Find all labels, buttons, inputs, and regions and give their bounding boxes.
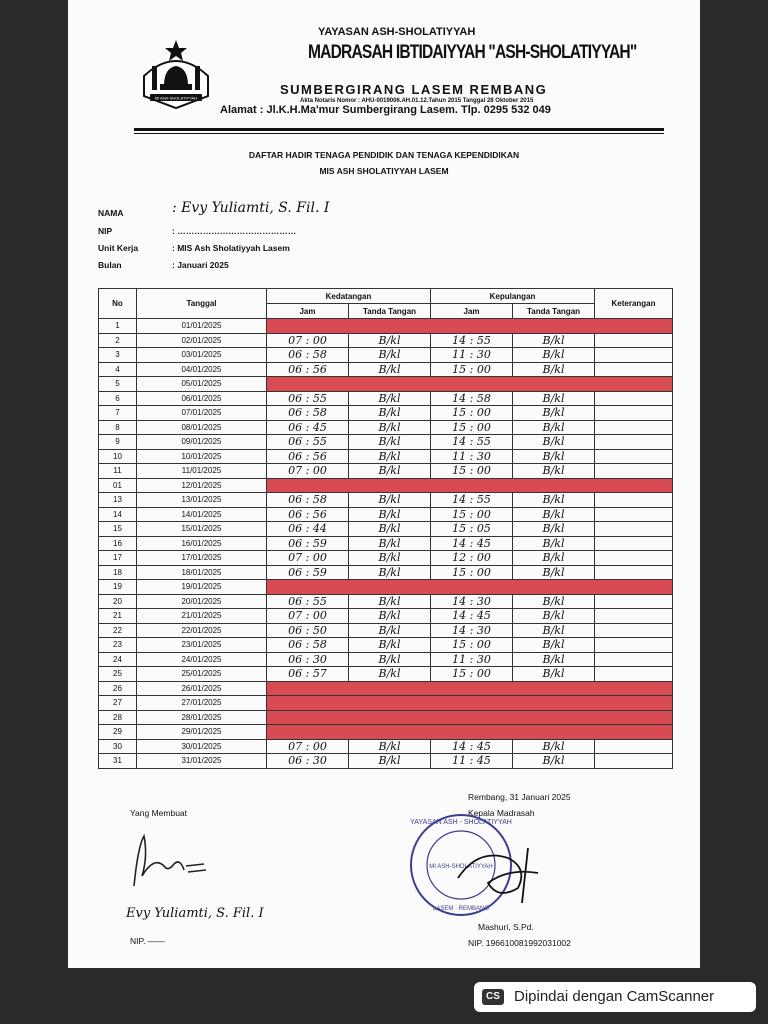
- departure-time: 15 : 05: [431, 522, 513, 537]
- departure-time: 15 : 00: [431, 638, 513, 653]
- departure-signature: B/kl: [513, 594, 595, 609]
- row-no: 15: [99, 522, 137, 537]
- departure-signature: B/kl: [513, 551, 595, 566]
- row-date: 24/01/2025: [137, 652, 267, 667]
- row-no: 10: [99, 449, 137, 464]
- attendance-table: [98, 288, 673, 769]
- arrival-time: 06 : 45: [267, 420, 349, 435]
- departure-time: 14 : 55: [431, 435, 513, 450]
- departure-time: 14 : 55: [431, 493, 513, 508]
- notes-cell: [595, 493, 673, 508]
- row-date: 09/01/2025: [137, 435, 267, 450]
- departure-time: 14 : 30: [431, 623, 513, 638]
- row-no: 01: [99, 478, 137, 493]
- row-date: 01/01/2025: [137, 319, 267, 334]
- departure-time: 11 : 45: [431, 754, 513, 769]
- arrival-signature: B/kl: [349, 594, 431, 609]
- table-row: [99, 420, 673, 435]
- table-row: [99, 696, 673, 711]
- arrival-time: 06 : 30: [267, 652, 349, 667]
- arrival-signature: B/kl: [349, 449, 431, 464]
- row-date: 05/01/2025: [137, 377, 267, 392]
- arrival-time: 06 : 58: [267, 406, 349, 421]
- school-name: MADRASAH IBTIDAIYYAH "ASH-SHOLATIYYAH": [308, 42, 637, 63]
- arrival-time: 07 : 00: [267, 551, 349, 566]
- table-row: [99, 348, 673, 363]
- col-departure-header: Kepulangan: [431, 289, 595, 304]
- departure-time: 15 : 00: [431, 667, 513, 682]
- row-no: 13: [99, 493, 137, 508]
- departure-time: 15 : 00: [431, 362, 513, 377]
- table-row: [99, 435, 673, 450]
- row-no: 5: [99, 377, 137, 392]
- table-row: [99, 362, 673, 377]
- row-date: 17/01/2025: [137, 551, 267, 566]
- bulan-label: Bulan: [98, 260, 122, 270]
- unit-value: : MIS Ash Sholatiyyah Lasem: [172, 243, 290, 253]
- row-no: 21: [99, 609, 137, 624]
- arrival-time: 06 : 59: [267, 565, 349, 580]
- col-date-header: Tanggal: [137, 289, 267, 319]
- col-arrival-time: Jam: [267, 304, 349, 319]
- holiday-band: [267, 725, 673, 740]
- notes-cell: [595, 652, 673, 667]
- col-no-header: No: [99, 289, 137, 319]
- stamp-center-text: MI ASH-SHOLATIYYAH: [429, 864, 493, 870]
- row-date: 28/01/2025: [137, 710, 267, 725]
- arrival-time: 06 : 58: [267, 493, 349, 508]
- table-row: [99, 638, 673, 653]
- arrival-time: 06 : 58: [267, 348, 349, 363]
- departure-time: 11 : 30: [431, 652, 513, 667]
- departure-time: 14 : 30: [431, 594, 513, 609]
- arrival-signature: B/kl: [349, 391, 431, 406]
- col-departure-time: Jam: [431, 304, 513, 319]
- notes-cell: [595, 348, 673, 363]
- table-row: [99, 522, 673, 537]
- departure-signature: B/kl: [513, 362, 595, 377]
- arrival-signature: B/kl: [349, 464, 431, 479]
- row-no: 23: [99, 638, 137, 653]
- notes-cell: [595, 565, 673, 580]
- notes-cell: [595, 594, 673, 609]
- departure-signature: B/kl: [513, 464, 595, 479]
- arrival-time: 06 : 55: [267, 594, 349, 609]
- departure-signature: B/kl: [513, 391, 595, 406]
- departure-signature: B/kl: [513, 652, 595, 667]
- arrival-signature: B/kl: [349, 522, 431, 537]
- row-no: 18: [99, 565, 137, 580]
- col-departure-sign: Tanda Tangan: [513, 304, 595, 319]
- row-date: 12/01/2025: [137, 478, 267, 493]
- header-divider-thin: [134, 133, 664, 134]
- arrival-signature: B/kl: [349, 362, 431, 377]
- foundation-name: YAYASAN ASH-SHOLATIYYAH: [318, 26, 476, 38]
- nip-label: NIP: [98, 226, 113, 236]
- arrival-signature: B/kl: [349, 652, 431, 667]
- sign-date: Rembang, 31 Januari 2025: [468, 792, 571, 802]
- arrival-signature: B/kl: [349, 348, 431, 363]
- departure-time: 15 : 00: [431, 507, 513, 522]
- arrival-signature: B/kl: [349, 638, 431, 653]
- departure-time: 12 : 00: [431, 551, 513, 566]
- row-date: 16/01/2025: [137, 536, 267, 551]
- table-row: [99, 725, 673, 740]
- table-row: [99, 319, 673, 334]
- row-date: 26/01/2025: [137, 681, 267, 696]
- table-row: [99, 333, 673, 348]
- row-no: 9: [99, 435, 137, 450]
- departure-time: 15 : 00: [431, 406, 513, 421]
- holiday-band: [267, 478, 673, 493]
- table-row: [99, 464, 673, 479]
- arrival-signature: B/kl: [349, 536, 431, 551]
- table-row: [99, 594, 673, 609]
- notary-deed: Akta Notaris Nomor : AHU-0019006.AH.01.12.Tahun 2015 Tanggal 28 Oktober 2015: [300, 98, 534, 104]
- departure-signature: B/kl: [513, 333, 595, 348]
- unit-label: Unit Kerja: [98, 243, 139, 253]
- table-row: [99, 377, 673, 392]
- departure-signature: B/kl: [513, 565, 595, 580]
- row-no: 14: [99, 507, 137, 522]
- row-no: 16: [99, 536, 137, 551]
- departure-time: 14 : 58: [431, 391, 513, 406]
- row-date: 03/01/2025: [137, 348, 267, 363]
- notes-cell: [595, 333, 673, 348]
- row-date: 30/01/2025: [137, 739, 267, 754]
- row-no: 22: [99, 623, 137, 638]
- arrival-signature: B/kl: [349, 493, 431, 508]
- arrival-signature: B/kl: [349, 551, 431, 566]
- notes-cell: [595, 536, 673, 551]
- notes-cell: [595, 391, 673, 406]
- row-no: 31: [99, 754, 137, 769]
- holiday-band: [267, 580, 673, 595]
- row-date: 18/01/2025: [137, 565, 267, 580]
- departure-signature: B/kl: [513, 754, 595, 769]
- head-name: Mashuri, S.Pd.: [478, 922, 534, 932]
- holiday-band: [267, 681, 673, 696]
- row-no: 26: [99, 681, 137, 696]
- notes-cell: [595, 362, 673, 377]
- notes-cell: [595, 420, 673, 435]
- row-no: 3: [99, 348, 137, 363]
- arrival-time: 06 : 55: [267, 391, 349, 406]
- school-address: Alamat : Jl.K.H.Ma'mur Sumbergirang Lasem. Tlp. 0295 532 049: [220, 104, 551, 116]
- table-row: [99, 710, 673, 725]
- nama-value: : Evy Yuliamti, S. Fil. I: [172, 200, 330, 216]
- school-location: SUMBERGIRANG LASEM REMBANG: [280, 82, 548, 97]
- maker-signature: [124, 826, 214, 896]
- arrival-signature: B/kl: [349, 754, 431, 769]
- arrival-signature: B/kl: [349, 667, 431, 682]
- holiday-band: [267, 696, 673, 711]
- bulan-value: : Januari 2025: [172, 260, 229, 270]
- departure-signature: B/kl: [513, 449, 595, 464]
- table-row: [99, 478, 673, 493]
- departure-time: 11 : 30: [431, 348, 513, 363]
- table-row: [99, 580, 673, 595]
- holiday-band: [267, 319, 673, 334]
- departure-time: 14 : 55: [431, 333, 513, 348]
- table-row: [99, 551, 673, 566]
- head-title: Kepala Madrasah: [468, 808, 535, 818]
- row-no: 19: [99, 580, 137, 595]
- arrival-signature: B/kl: [349, 565, 431, 580]
- notes-cell: [595, 522, 673, 537]
- departure-signature: B/kl: [513, 493, 595, 508]
- arrival-time: 07 : 00: [267, 609, 349, 624]
- arrival-time: 06 : 58: [267, 638, 349, 653]
- row-date: 04/01/2025: [137, 362, 267, 377]
- document-title: DAFTAR HADIR TENAGA PENDIDIK DAN TENAGA KEPENDIDIKAN: [248, 150, 520, 160]
- arrival-time: 06 : 56: [267, 449, 349, 464]
- row-date: 10/01/2025: [137, 449, 267, 464]
- table-row: [99, 754, 673, 769]
- arrival-time: 06 : 44: [267, 522, 349, 537]
- arrival-signature: B/kl: [349, 609, 431, 624]
- arrival-time: 06 : 30: [267, 754, 349, 769]
- row-date: 11/01/2025: [137, 464, 267, 479]
- row-date: 02/01/2025: [137, 333, 267, 348]
- col-arrival-sign: Tanda Tangan: [349, 304, 431, 319]
- departure-signature: B/kl: [513, 667, 595, 682]
- camscanner-logo-icon: CS: [482, 989, 504, 1005]
- table-row: [99, 609, 673, 624]
- row-date: 31/01/2025: [137, 754, 267, 769]
- table-row: [99, 449, 673, 464]
- camscanner-text: Dipindai dengan CamScanner: [514, 988, 715, 1005]
- row-no: 7: [99, 406, 137, 421]
- stamp-bottom-text: LASEM · REMBANG: [432, 906, 490, 912]
- table-row: [99, 652, 673, 667]
- row-date: 27/01/2025: [137, 696, 267, 711]
- notes-cell: [595, 667, 673, 682]
- departure-signature: B/kl: [513, 420, 595, 435]
- header-divider: [134, 128, 664, 131]
- notes-cell: [595, 406, 673, 421]
- row-date: 19/01/2025: [137, 580, 267, 595]
- maker-nip: NIP. ——: [130, 936, 165, 946]
- departure-signature: B/kl: [513, 522, 595, 537]
- departure-signature: B/kl: [513, 435, 595, 450]
- table-row: [99, 391, 673, 406]
- row-no: 17: [99, 551, 137, 566]
- notes-cell: [595, 435, 673, 450]
- departure-time: 11 : 30: [431, 449, 513, 464]
- row-no: 11: [99, 464, 137, 479]
- row-no: 27: [99, 696, 137, 711]
- notes-cell: [595, 754, 673, 769]
- arrival-signature: B/kl: [349, 507, 431, 522]
- head-nip: NIP. 196610081992031002: [468, 938, 571, 948]
- row-date: 25/01/2025: [137, 667, 267, 682]
- holiday-band: [267, 710, 673, 725]
- table-row: [99, 493, 673, 508]
- row-no: 20: [99, 594, 137, 609]
- departure-signature: B/kl: [513, 623, 595, 638]
- nama-label: NAMA: [98, 208, 124, 218]
- table-row: [99, 667, 673, 682]
- col-arrival-header: Kedatangan: [267, 289, 431, 304]
- arrival-time: 06 : 57: [267, 667, 349, 682]
- departure-time: 14 : 45: [431, 739, 513, 754]
- table-row: [99, 565, 673, 580]
- notes-cell: [595, 638, 673, 653]
- row-no: 30: [99, 739, 137, 754]
- attendance-rows: [99, 319, 673, 769]
- arrival-signature: B/kl: [349, 739, 431, 754]
- departure-time: 15 : 00: [431, 464, 513, 479]
- notes-cell: [595, 551, 673, 566]
- departure-signature: B/kl: [513, 609, 595, 624]
- logo-banner-text: MI ASH-SHOLATIYYAH: [154, 95, 198, 101]
- nip-value: : ……………………………………: [172, 226, 297, 236]
- row-no: 29: [99, 725, 137, 740]
- row-no: 6: [99, 391, 137, 406]
- document-page: [68, 0, 700, 968]
- arrival-time: 06 : 56: [267, 507, 349, 522]
- departure-signature: B/kl: [513, 536, 595, 551]
- row-no: 4: [99, 362, 137, 377]
- table-row: [99, 536, 673, 551]
- arrival-time: 06 : 56: [267, 362, 349, 377]
- notes-cell: [595, 739, 673, 754]
- head-signature: [448, 838, 558, 908]
- departure-signature: B/kl: [513, 406, 595, 421]
- arrival-signature: B/kl: [349, 406, 431, 421]
- row-no: 25: [99, 667, 137, 682]
- document-subtitle: MIS ASH SHOLATIYYAH LASEM: [319, 166, 449, 176]
- row-no: 24: [99, 652, 137, 667]
- arrival-signature: B/kl: [349, 623, 431, 638]
- notes-cell: [595, 449, 673, 464]
- table-row: [99, 681, 673, 696]
- row-no: 28: [99, 710, 137, 725]
- camscanner-watermark: [474, 982, 756, 1012]
- arrival-signature: B/kl: [349, 435, 431, 450]
- departure-signature: B/kl: [513, 638, 595, 653]
- maker-title: Yang Membuat: [130, 808, 188, 818]
- row-no: 2: [99, 333, 137, 348]
- table-row: [99, 739, 673, 754]
- col-notes-header: Keterangan: [595, 289, 673, 319]
- table-row: [99, 406, 673, 421]
- row-date: 20/01/2025: [137, 594, 267, 609]
- school-logo: [138, 36, 214, 112]
- arrival-time: 07 : 00: [267, 464, 349, 479]
- arrival-time: 06 : 50: [267, 623, 349, 638]
- departure-time: 14 : 45: [431, 609, 513, 624]
- row-date: 08/01/2025: [137, 420, 267, 435]
- table-row: [99, 623, 673, 638]
- row-date: 14/01/2025: [137, 507, 267, 522]
- row-no: 1: [99, 319, 137, 334]
- row-date: 06/01/2025: [137, 391, 267, 406]
- departure-signature: B/kl: [513, 739, 595, 754]
- letterhead: [68, 0, 700, 140]
- departure-signature: B/kl: [513, 507, 595, 522]
- arrival-time: 07 : 00: [267, 333, 349, 348]
- departure-time: 15 : 00: [431, 420, 513, 435]
- departure-signature: B/kl: [513, 348, 595, 363]
- row-date: 07/01/2025: [137, 406, 267, 421]
- maker-name: Evy Yuliamti, S. Fil. I: [126, 906, 264, 921]
- row-date: 22/01/2025: [137, 623, 267, 638]
- arrival-time: 06 : 59: [267, 536, 349, 551]
- arrival-signature: B/kl: [349, 420, 431, 435]
- departure-time: 15 : 00: [431, 565, 513, 580]
- table-row: [99, 507, 673, 522]
- row-date: 13/01/2025: [137, 493, 267, 508]
- arrival-signature: B/kl: [349, 333, 431, 348]
- arrival-time: 07 : 00: [267, 739, 349, 754]
- row-date: 21/01/2025: [137, 609, 267, 624]
- row-date: 15/01/2025: [137, 522, 267, 537]
- notes-cell: [595, 623, 673, 638]
- stamp-top-text: YAYASAN ASH - SHOLATIYYAH: [410, 819, 512, 826]
- holiday-band: [267, 377, 673, 392]
- notes-cell: [595, 609, 673, 624]
- notes-cell: [595, 507, 673, 522]
- row-no: 8: [99, 420, 137, 435]
- row-date: 23/01/2025: [137, 638, 267, 653]
- row-date: 29/01/2025: [137, 725, 267, 740]
- arrival-time: 06 : 55: [267, 435, 349, 450]
- notes-cell: [595, 464, 673, 479]
- departure-time: 14 : 45: [431, 536, 513, 551]
